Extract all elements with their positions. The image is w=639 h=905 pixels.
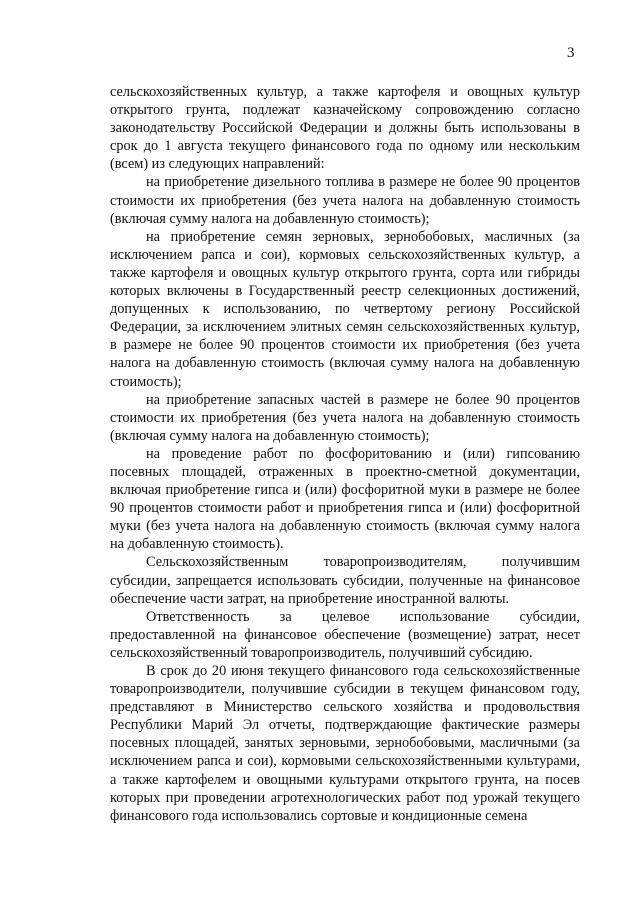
paragraph-diesel-fuel: на приобретение дизельного топлива в размере не более 90 процентов стоимости их приобретения (без учета налога на добавленную стоимость (включая сумму налога на добавленную стоимость); bbox=[110, 174, 580, 227]
paragraph-spare-parts: на приобретение запасных частей в размере не более 90 процентов стоимости их приобретения (без учета налога на добавленную стоимость (включая сумму налога на добавленную стоимость); bbox=[110, 391, 580, 444]
page-number: 3 bbox=[567, 45, 575, 61]
paragraph-seeds: на приобретение семян зерновых, зернобобовых, масличных (за исключением рапса и сои), кормовых сельскохозяйственных культур, а также картофеля и овощных культур открытого грунта, сорта или гибриды которых включены в Государственный реестр селекционных достижений, допущенных к использованию, по четвертому региону Российской Федерации, за исключением элитных семян сельскохозяйственных культур, в размере не более 90 процентов стоимости их приобретения (без учета налога на добавленную стоимость (включая сумму налога на добавленную стоимость); bbox=[110, 228, 580, 390]
document-body bbox=[110, 83, 580, 825]
paragraph-reporting: В срок до 20 июня текущего финансового года сельскохозяйственные товаропроизводители, получившие субсидии в текущем финансовом году, представляют в Министерство сельского хозяйства и продовольствия Республики Марий Эл отчеты, подтверждающие фактические размеры посевных площадей, занятых зерновыми, зернобобовыми, масличными (за исключением рапса и сои), кормовыми сельскохозяйственными культурами, а также картофелем и овощными культурами открытого грунта, на посев которых при проведении агротехнологических работ под урожай текущего финансового года использовались сортовые и кондиционные семена bbox=[110, 663, 580, 824]
paragraph-phosphoritization: на проведение работ по фосфоритованию и (или) гипсованию посевных площадей, отраженных в проектно-сметной документации, включая приобретение гипса и (или) фосфоритной муки в размере не более 90 процентов стоимости работ и приобретения гипса и (или) фосфоритной муки (без учета налога на добавленную стоимость (включая сумму налога на добавленную стоимость). bbox=[110, 445, 580, 553]
paragraph-currency-ban: Сельскохозяйственным товаропроизводителям, получившим субсидии, запрещается использовать субсидии, полученные на финансовое обеспечение части затрат, на приобретение иностранной валюты. bbox=[110, 554, 580, 607]
paragraph-continuation: сельскохозяйственных культур, а также картофеля и овощных культур открытого грунта, подлежат казначейскому сопровождению согласно законодательству Российской Федерации и должны быть использованы в срок до 1 августа текущего финансового года по одному или нескольким (всем) из следующих направлений: bbox=[110, 84, 580, 173]
paragraph-responsibility: Ответственность за целевое использование субсидии, предоставленной на финансовое обеспечение (возмещение) затрат, несет сельскохозяйственный товаропроизводитель, получивший субсидию. bbox=[110, 608, 580, 661]
